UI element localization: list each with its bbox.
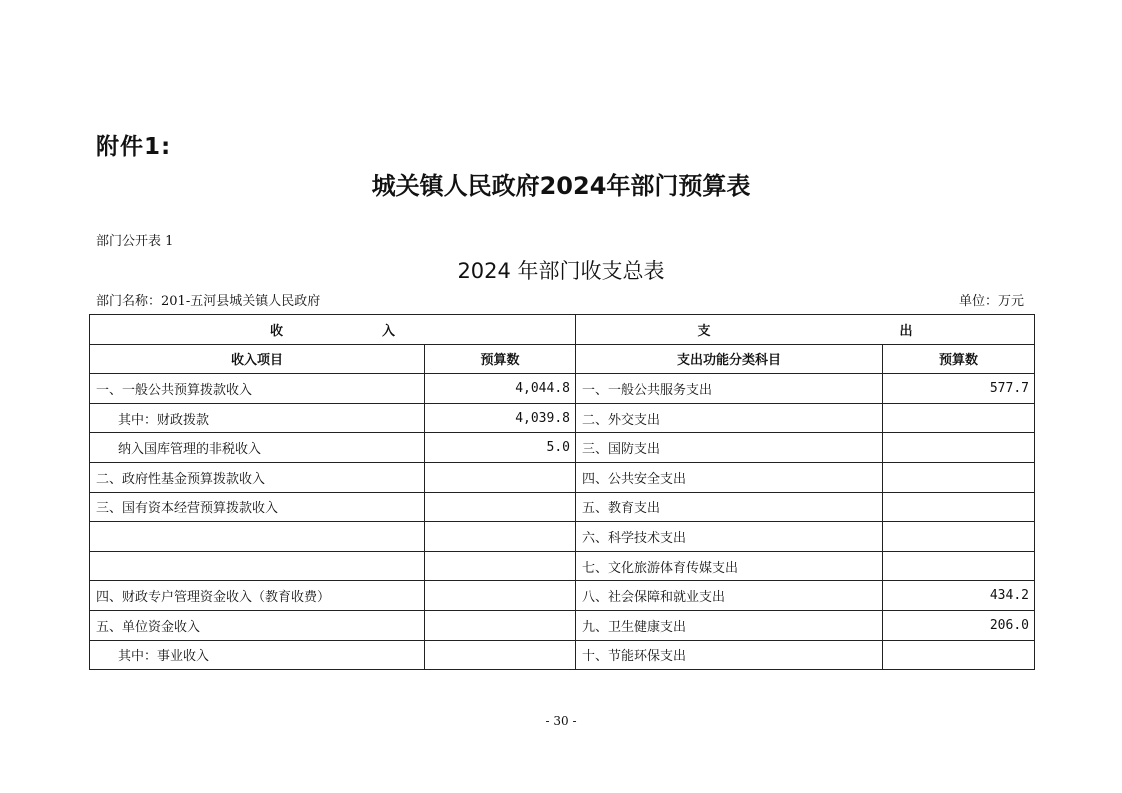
income-item-cell: 一、一般公共预算拨款收入 bbox=[90, 374, 425, 404]
budget-table bbox=[89, 314, 1035, 670]
expense-item-cell: 八、社会保障和就业支出 bbox=[576, 581, 883, 611]
department-name: 部门名称：201-五河县城关镇人民政府 bbox=[96, 294, 321, 309]
expense-group-char-2: 出 bbox=[899, 323, 913, 339]
table-row bbox=[90, 433, 1035, 463]
unit-label: 单位：万元 bbox=[958, 294, 1024, 309]
income-amount-cell bbox=[425, 462, 576, 492]
expense-item-cell: 十、节能环保支出 bbox=[576, 640, 883, 670]
income-group-char-1: 收 bbox=[269, 323, 283, 339]
expense-item-cell: 三、国防支出 bbox=[576, 433, 883, 463]
income-item-cell: 纳入国库管理的非税收入 bbox=[90, 433, 425, 463]
table-row bbox=[90, 522, 1035, 552]
table-row bbox=[90, 551, 1035, 581]
table-row bbox=[90, 492, 1035, 522]
table-row bbox=[90, 610, 1035, 640]
expense-item-cell: 九、卫生健康支出 bbox=[576, 610, 883, 640]
income-item-cell: 其中：财政拨款 bbox=[90, 403, 425, 433]
expense-group-header bbox=[576, 315, 1035, 345]
income-item-cell: 四、财政专户管理资金收入（教育收费） bbox=[90, 581, 425, 611]
income-amount-cell bbox=[425, 551, 576, 581]
income-group-char-2: 入 bbox=[382, 323, 396, 339]
income-item-cell: 二、政府性基金预算拨款收入 bbox=[90, 462, 425, 492]
income-item-header: 收入项目 bbox=[90, 344, 425, 374]
income-amount-cell: 4,039.8 bbox=[425, 403, 576, 433]
income-amount-cell bbox=[425, 581, 576, 611]
income-amount-cell bbox=[425, 610, 576, 640]
table-row bbox=[90, 581, 1035, 611]
expense-amount-cell bbox=[883, 403, 1035, 433]
expense-amount-cell: 577.7 bbox=[883, 374, 1035, 404]
expense-amount-cell: 206.0 bbox=[883, 610, 1035, 640]
income-item-cell: 三、国有资本经营预算拨款收入 bbox=[90, 492, 425, 522]
table-row bbox=[90, 462, 1035, 492]
expense-amount-cell bbox=[883, 551, 1035, 581]
group-header-row bbox=[90, 315, 1035, 345]
income-amount-cell: 5.0 bbox=[425, 433, 576, 463]
expense-group-char-1: 支 bbox=[697, 323, 711, 339]
column-header-row bbox=[90, 344, 1035, 374]
expense-item-cell: 一、一般公共服务支出 bbox=[576, 374, 883, 404]
main-title: 城关镇人民政府2024年部门预算表 bbox=[371, 172, 751, 200]
income-group-header bbox=[90, 315, 576, 345]
expense-item-header: 支出功能分类科目 bbox=[576, 344, 883, 374]
expense-amount-cell bbox=[883, 462, 1035, 492]
expense-amount-cell bbox=[883, 492, 1035, 522]
table-row bbox=[90, 374, 1035, 404]
expense-item-cell: 二、外交支出 bbox=[576, 403, 883, 433]
income-item-cell: 五、单位资金收入 bbox=[90, 610, 425, 640]
table-row bbox=[90, 640, 1035, 670]
attachment-label: 附件1: bbox=[96, 134, 172, 160]
table-number: 部门公开表 1 bbox=[96, 234, 174, 249]
expense-amount-cell bbox=[883, 433, 1035, 463]
income-amount-cell bbox=[425, 522, 576, 552]
table-title: 2024 年部门收支总表 bbox=[457, 259, 665, 283]
income-item-cell bbox=[90, 551, 425, 581]
table-row bbox=[90, 403, 1035, 433]
expense-item-cell: 五、教育支出 bbox=[576, 492, 883, 522]
expense-amount-cell bbox=[883, 640, 1035, 670]
page-number: - 30 - bbox=[545, 714, 577, 728]
income-amount-cell bbox=[425, 640, 576, 670]
income-item-cell: 其中：事业收入 bbox=[90, 640, 425, 670]
income-amount-header: 预算数 bbox=[425, 344, 576, 374]
expense-item-cell: 六、科学技术支出 bbox=[576, 522, 883, 552]
income-amount-cell: 4,044.8 bbox=[425, 374, 576, 404]
expense-item-cell: 七、文化旅游体育传媒支出 bbox=[576, 551, 883, 581]
expense-item-cell: 四、公共安全支出 bbox=[576, 462, 883, 492]
income-amount-cell bbox=[425, 492, 576, 522]
income-item-cell bbox=[90, 522, 425, 552]
expense-amount-cell: 434.2 bbox=[883, 581, 1035, 611]
expense-amount-header: 预算数 bbox=[883, 344, 1035, 374]
expense-amount-cell bbox=[883, 522, 1035, 552]
